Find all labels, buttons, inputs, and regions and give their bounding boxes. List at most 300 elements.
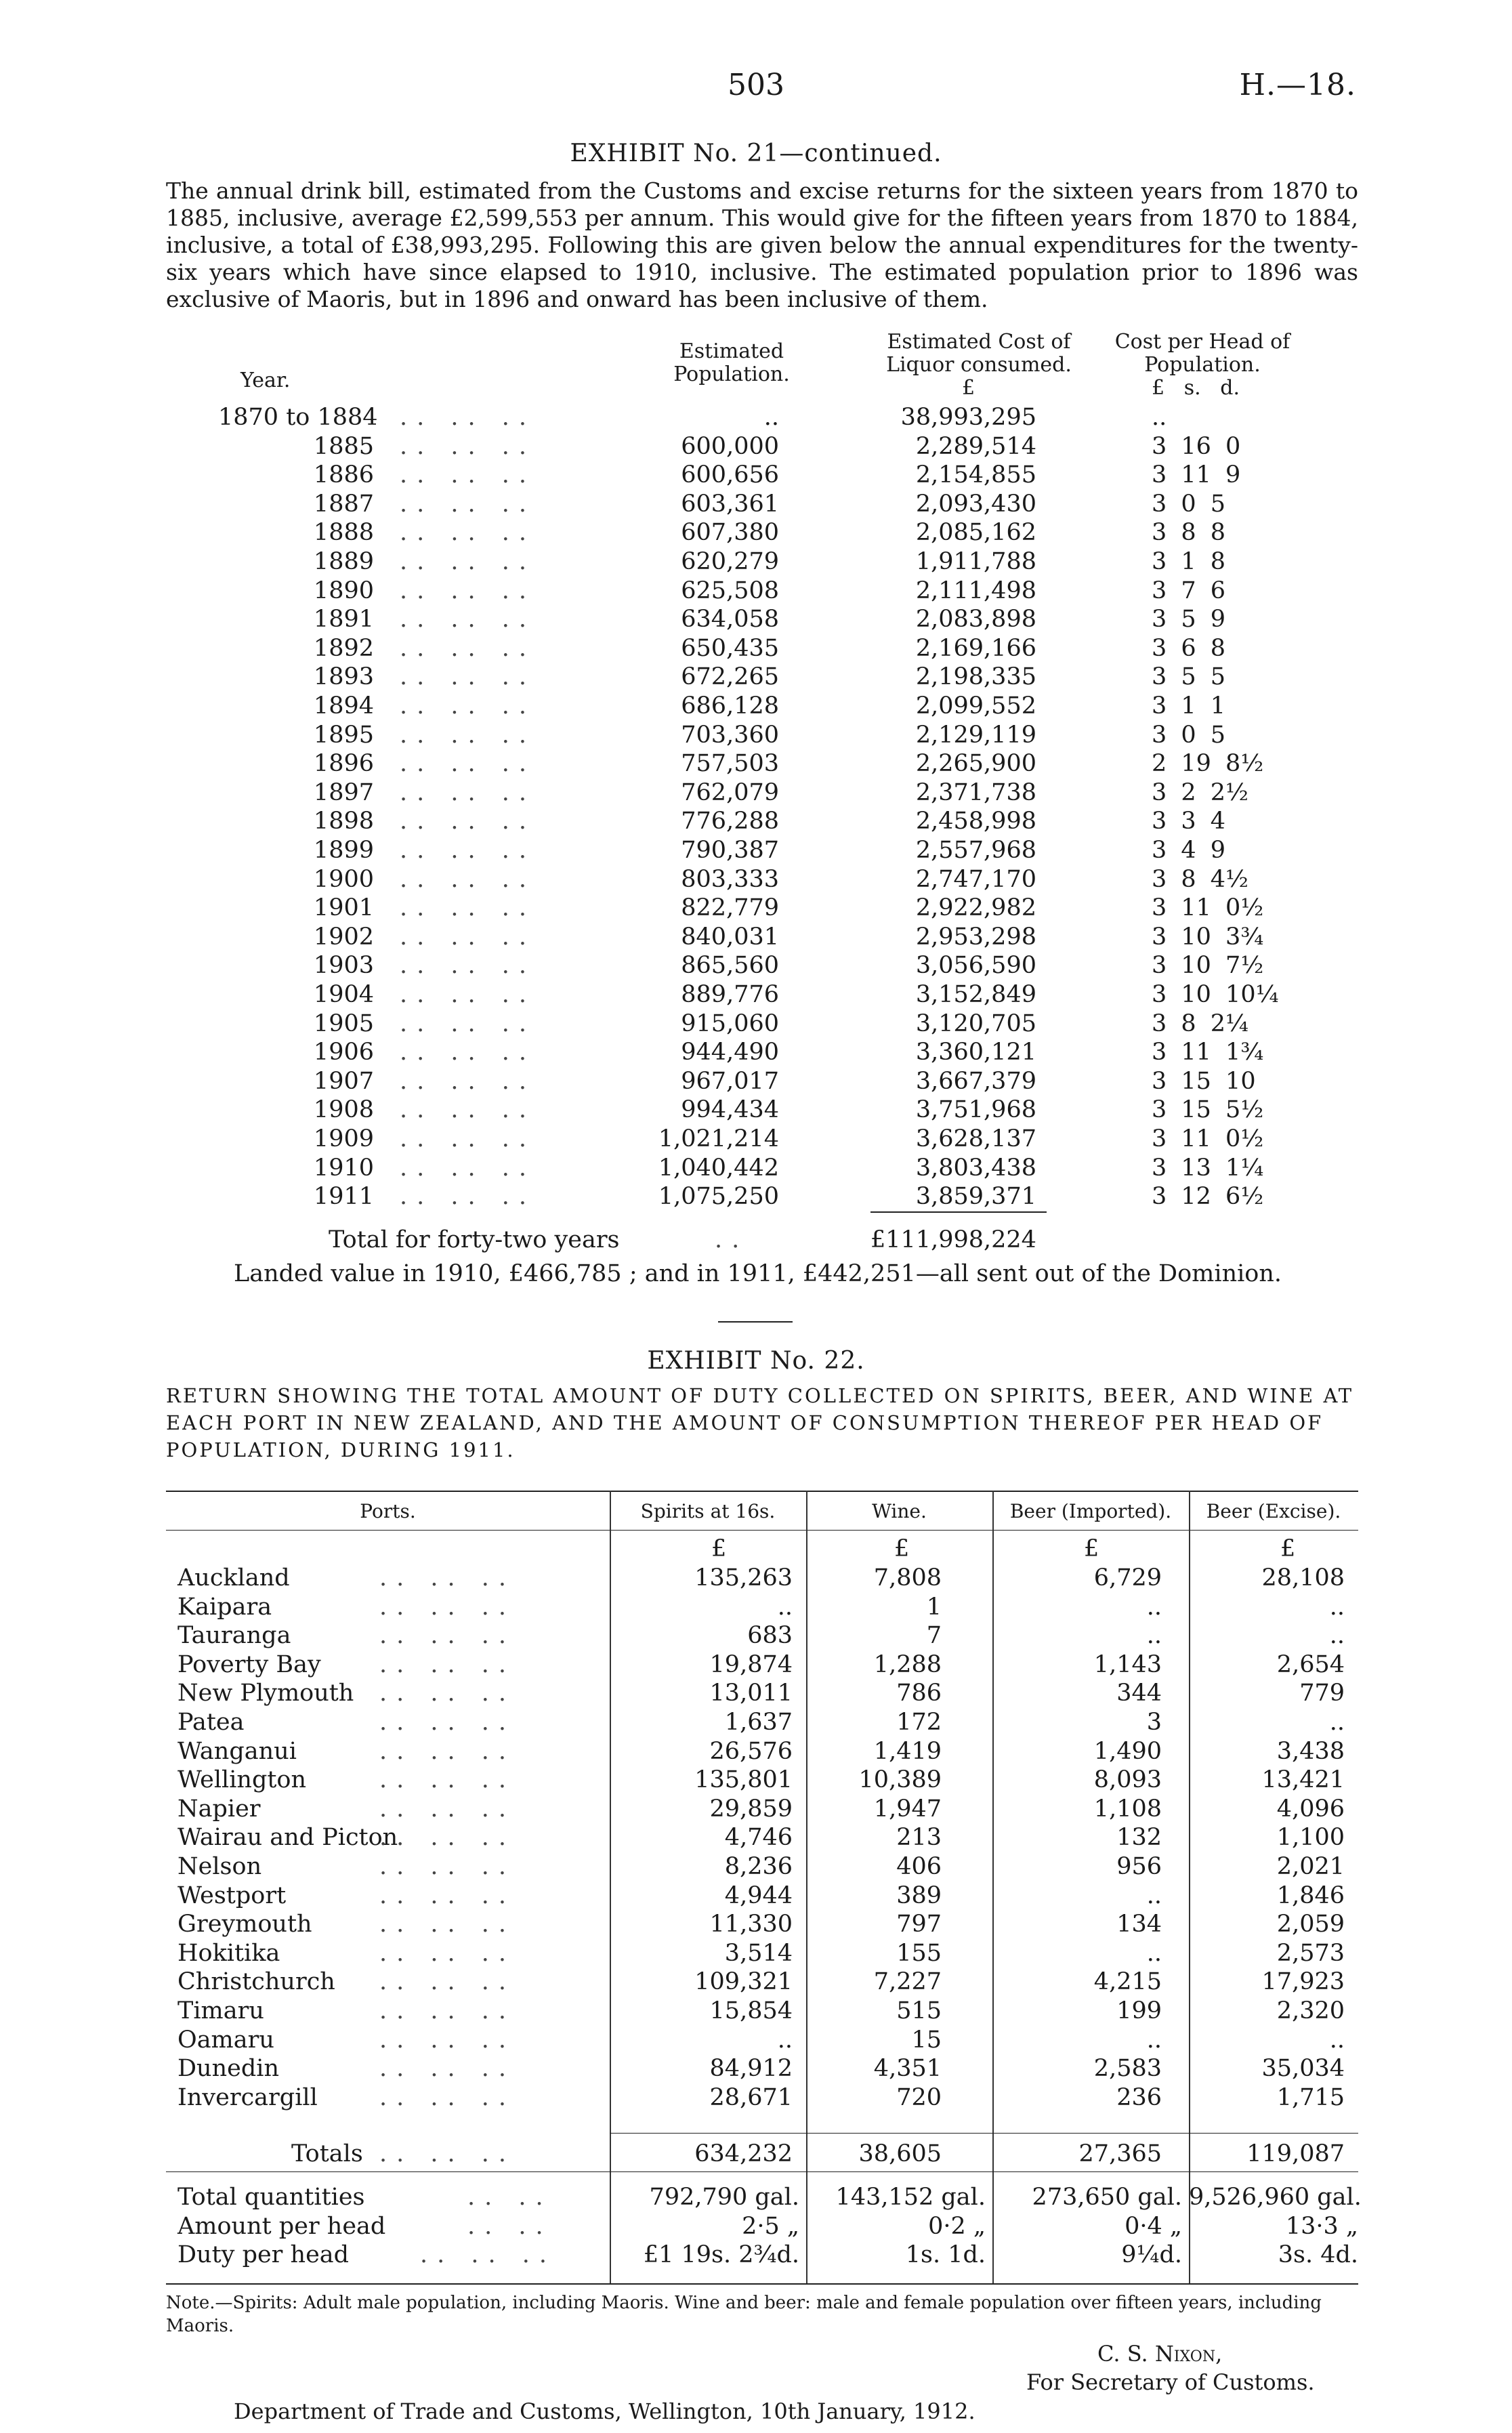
cell-per-head: 3 4 9 bbox=[1152, 837, 1226, 864]
cell-population: 686,128 bbox=[681, 692, 779, 720]
cell-wine: 155 bbox=[896, 1940, 942, 1967]
cell-population: 1,021,214 bbox=[658, 1125, 779, 1152]
cell-wine: 1 bbox=[926, 1594, 942, 1621]
row-leader: .. .. .. bbox=[400, 952, 537, 979]
cell-population: 822,779 bbox=[681, 894, 779, 921]
cell-beer-imp: 1,490 bbox=[1093, 1738, 1162, 1765]
col-header-wine: Wine. bbox=[872, 1500, 927, 1522]
cell-population: 672,265 bbox=[681, 663, 779, 690]
cell-population: 889,776 bbox=[681, 981, 779, 1008]
row-leader: .. .. .. bbox=[379, 1968, 516, 1995]
cell-per-head: 3 11 0½ bbox=[1152, 894, 1264, 921]
cell-wine: 10,389 bbox=[858, 1766, 942, 1793]
cell-beer-exc: .. bbox=[1329, 1709, 1345, 1736]
cell-wine: 172 bbox=[896, 1709, 942, 1736]
row-leader: .. .. .. bbox=[379, 1680, 516, 1707]
cell-beer-exc: 17,923 bbox=[1261, 1968, 1345, 1995]
cell-per-head: 3 13 1¼ bbox=[1152, 1155, 1264, 1182]
row-leader: .. .. .. bbox=[379, 2140, 516, 2167]
cell-cost: 2,371,738 bbox=[915, 779, 1036, 806]
cell-population: 790,387 bbox=[681, 837, 779, 864]
cell-spirits: 28,671 bbox=[709, 2084, 793, 2111]
cell-year: 1891 bbox=[313, 606, 374, 633]
cell-cost: 3,667,379 bbox=[915, 1068, 1036, 1095]
col-header-ports: Ports. bbox=[360, 1500, 416, 1522]
row-leader: .. .. .. bbox=[400, 519, 537, 546]
cell-per-head: 3 8 4½ bbox=[1152, 866, 1248, 893]
totals-spirits: 634,232 bbox=[694, 2140, 793, 2167]
cell-population: 620,279 bbox=[681, 548, 779, 575]
cell-wine: 7 bbox=[926, 1622, 942, 1649]
row-leader: .. .. .. bbox=[400, 433, 537, 460]
cell-population: 625,508 bbox=[681, 577, 779, 604]
totals-beer-imp: 27,365 bbox=[1078, 2140, 1162, 2167]
cell-per-head: 3 15 5½ bbox=[1152, 1096, 1264, 1123]
cell-beer-imp: 132 bbox=[1116, 1824, 1162, 1851]
row-leader: .. .. .. bbox=[379, 1911, 516, 1938]
cell-cost: 2,099,552 bbox=[915, 692, 1036, 720]
row-leader: .. .. .. bbox=[400, 866, 537, 893]
totals-wine: 38,605 bbox=[858, 2140, 942, 2167]
cell-wine: 7,227 bbox=[873, 1968, 942, 1995]
table-top-rule bbox=[166, 1491, 1358, 1492]
cell-spirits: 4,746 bbox=[724, 1824, 793, 1851]
row-leader: .. .. .. bbox=[400, 577, 537, 604]
cell-per-head: 3 3 4 bbox=[1152, 808, 1226, 835]
department-line: Department of Trade and Customs, Wellington, 10th January, 1912. bbox=[234, 2398, 975, 2424]
totals-top-rule bbox=[610, 2133, 1358, 2134]
col-header-beer-excise: Beer (Excise). bbox=[1206, 1500, 1341, 1522]
row-leader: .. .. .. bbox=[379, 1594, 516, 1621]
cell-beer-imp: 344 bbox=[1116, 1680, 1162, 1707]
cell-per-head: 3 8 2¼ bbox=[1152, 1010, 1248, 1037]
cell-per-head: 3 0 5 bbox=[1152, 491, 1226, 518]
cell-year: 1903 bbox=[313, 952, 374, 979]
summary-beer-imp: 0·4 „ bbox=[1125, 2213, 1182, 2240]
row-leader: .. .. .. bbox=[379, 1940, 516, 1967]
col-header-per-head-units: £ s. d. bbox=[1152, 376, 1240, 400]
cell-population: 803,333 bbox=[681, 866, 779, 893]
cell-population: 994,434 bbox=[681, 1096, 779, 1123]
cell-per-head: 3 11 0½ bbox=[1152, 1125, 1264, 1152]
cell-beer-exc: 3,438 bbox=[1276, 1738, 1345, 1765]
footnote: Note.—Spirits: Adult male population, including Maoris. Wine and beer: male and female population over fifteen years, including Maoris. bbox=[166, 2293, 1322, 2336]
totals-bottom-rule bbox=[166, 2171, 1358, 2172]
cell-year: 1892 bbox=[313, 635, 374, 662]
cell-cost: 3,751,968 bbox=[915, 1096, 1036, 1123]
summary-spirits: 2·5 „ bbox=[742, 2213, 799, 2240]
row-leader: .. .. .. bbox=[400, 692, 537, 720]
row-leader: .. .. .. bbox=[400, 981, 537, 1008]
signatory-name: C. S. Nixon, bbox=[1097, 2341, 1223, 2367]
cell-per-head: 3 0 5 bbox=[1152, 722, 1226, 749]
row-leader: .. .. .. bbox=[379, 1766, 516, 1793]
summary-label: Total quantities bbox=[177, 2184, 365, 2211]
cell-spirits: 84,912 bbox=[709, 2055, 793, 2082]
cell-port: Christchurch bbox=[177, 1968, 335, 1995]
row-leader: .. .. .. bbox=[379, 2026, 516, 2054]
row-leader: .. .. .. bbox=[400, 1155, 537, 1182]
cell-year: 1886 bbox=[313, 461, 374, 488]
summary-spirits: £1 19s. 2¾d. bbox=[643, 2241, 799, 2268]
page-number: 503 bbox=[728, 68, 784, 102]
cell-spirits: 3,514 bbox=[724, 1940, 793, 1967]
totals-beer-exc: 119,087 bbox=[1246, 2140, 1345, 2167]
cell-population: 703,360 bbox=[681, 722, 779, 749]
row-leader: .. .. .. bbox=[379, 1709, 516, 1736]
col-header-beer-imported: Beer (Imported). bbox=[1009, 1500, 1172, 1522]
cell-year: 1895 bbox=[313, 722, 374, 749]
col-header-cost: Estimated Cost of Liquor consumed. bbox=[886, 330, 1072, 377]
cell-wine: 15 bbox=[911, 2026, 942, 2054]
cell-spirits: 1,637 bbox=[724, 1709, 793, 1736]
row-leader: .. .. .. bbox=[379, 1853, 516, 1880]
cell-port: Oamaru bbox=[177, 2026, 274, 2054]
cell-beer-imp: .. bbox=[1146, 1622, 1162, 1649]
row-leader: .. .. .. bbox=[379, 2084, 516, 2111]
row-leader: .. .. .. bbox=[400, 606, 537, 633]
cell-cost: 3,859,371 bbox=[915, 1183, 1036, 1210]
cell-port: Wairau and Picton bbox=[177, 1824, 398, 1851]
col-header-per-head: Cost per Head of Population. bbox=[1114, 330, 1290, 377]
unit-wine: £ bbox=[894, 1535, 910, 1562]
cell-beer-imp: .. bbox=[1146, 1940, 1162, 1967]
cell-per-head: 3 7 6 bbox=[1152, 577, 1226, 604]
cell-beer-imp: 956 bbox=[1116, 1853, 1162, 1880]
summary-beer-imp: 273,650 gal. bbox=[1032, 2184, 1182, 2211]
totals-label: Totals bbox=[291, 2140, 363, 2167]
cell-per-head: 3 12 6½ bbox=[1152, 1183, 1264, 1210]
cell-beer-exc: 2,021 bbox=[1276, 1853, 1345, 1880]
cell-cost: 3,120,705 bbox=[915, 1010, 1036, 1037]
row-leader: .. .. .. bbox=[379, 1997, 516, 2024]
col-header-population: Estimated Population. bbox=[673, 339, 790, 386]
cell-population: 600,000 bbox=[681, 433, 779, 460]
row-leader: .. .. .. bbox=[379, 1651, 516, 1678]
row-leader: .. .. .. bbox=[379, 1564, 516, 1592]
cell-spirits: 109,321 bbox=[694, 1968, 793, 1995]
cell-cost: 3,152,849 bbox=[915, 981, 1036, 1008]
cell-beer-imp: 134 bbox=[1116, 1911, 1162, 1938]
cell-cost: 1,911,788 bbox=[915, 548, 1036, 575]
cell-beer-imp: 4,215 bbox=[1093, 1968, 1162, 1995]
row-leader: .. .. .. bbox=[379, 1795, 516, 1823]
row-leader: .. .. .. bbox=[400, 491, 537, 518]
cell-per-head: 3 2 2½ bbox=[1152, 779, 1248, 806]
cell-port: Napier bbox=[177, 1795, 261, 1823]
cell-wine: 515 bbox=[896, 1997, 942, 2024]
cell-beer-exc: 35,034 bbox=[1261, 2055, 1345, 2082]
cell-beer-exc: 13,421 bbox=[1261, 1766, 1345, 1793]
cell-wine: 406 bbox=[896, 1853, 942, 1880]
summary-label: Duty per head bbox=[177, 2241, 350, 2268]
cell-cost: 2,085,162 bbox=[915, 519, 1036, 546]
cell-beer-imp: 236 bbox=[1116, 2084, 1162, 2111]
cell-cost: 2,922,982 bbox=[915, 894, 1036, 921]
col-header-year: Year. bbox=[240, 369, 291, 392]
cell-cost: 3,628,137 bbox=[915, 1125, 1036, 1152]
cell-year: 1885 bbox=[313, 433, 374, 460]
cell-population: 757,503 bbox=[681, 750, 779, 777]
cell-population: 600,656 bbox=[681, 461, 779, 488]
total-rule bbox=[870, 1211, 1047, 1213]
cell-year: 1887 bbox=[313, 491, 374, 518]
cell-cost: 2,557,968 bbox=[915, 837, 1036, 864]
total-label: Total for forty-two years bbox=[329, 1226, 620, 1253]
cell-beer-exc: 4,096 bbox=[1276, 1795, 1345, 1823]
header-bottom-rule bbox=[166, 1530, 1358, 1531]
row-leader: .. .. .. bbox=[400, 404, 537, 431]
return-title: RETURN SHOWING THE TOTAL AMOUNT OF DUTY COLLECTED ON SPIRITS, BEER, AND WINE AT EACH PORT IN NEW ZEALAND, AND THE AMOUNT OF CONSUMPTION THEREOF PER HEAD OF POPULATION, DURING 1911. bbox=[166, 1384, 1354, 1461]
cell-beer-imp: 199 bbox=[1116, 1997, 1162, 2024]
col-header-spirits: Spirits at 16s. bbox=[640, 1500, 776, 1522]
cell-port: Timaru bbox=[177, 1997, 264, 2024]
cell-wine: 720 bbox=[896, 2084, 942, 2111]
cell-year: 1894 bbox=[313, 692, 374, 720]
cell-spirits: 19,874 bbox=[709, 1651, 793, 1678]
row-leader: .. .. .. bbox=[400, 1183, 537, 1210]
signatory-title: For Secretary of Customs. bbox=[1026, 2369, 1315, 2395]
cell-year: 1893 bbox=[313, 663, 374, 690]
cell-port: Wellington bbox=[177, 1766, 307, 1793]
cell-spirits: 29,859 bbox=[709, 1795, 793, 1823]
cell-year: 1906 bbox=[313, 1039, 374, 1066]
cell-per-head: 3 1 1 bbox=[1152, 692, 1226, 720]
cell-port: Tauranga bbox=[177, 1622, 291, 1649]
cell-per-head: 3 5 5 bbox=[1152, 663, 1226, 690]
cell-beer-imp: 6,729 bbox=[1093, 1564, 1162, 1592]
cell-wine: 1,288 bbox=[873, 1651, 942, 1678]
cell-population: 865,560 bbox=[681, 952, 779, 979]
cell-population: 650,435 bbox=[681, 635, 779, 662]
row-leader: .. .. .. bbox=[400, 663, 537, 690]
cell-population: 776,288 bbox=[681, 808, 779, 835]
table-bottom-rule bbox=[166, 2283, 1358, 2285]
cell-port: Kaipara bbox=[177, 1594, 272, 1621]
cell-population: 967,017 bbox=[681, 1068, 779, 1095]
cell-per-head: 3 5 9 bbox=[1152, 606, 1226, 633]
cell-wine: 797 bbox=[896, 1911, 942, 1938]
cell-year: 1909 bbox=[313, 1125, 374, 1152]
cell-year: 1907 bbox=[313, 1068, 374, 1095]
cell-port: Nelson bbox=[177, 1853, 262, 1880]
cell-per-head: 3 10 10¼ bbox=[1152, 981, 1279, 1008]
unit-spirits: £ bbox=[711, 1535, 727, 1562]
cell-year: 1900 bbox=[313, 866, 374, 893]
cell-cost: 2,154,855 bbox=[915, 461, 1036, 488]
cell-per-head: 3 11 9 bbox=[1152, 461, 1241, 488]
cell-cost: 2,169,166 bbox=[915, 635, 1036, 662]
cell-population: 840,031 bbox=[681, 923, 779, 951]
cell-cost: 2,747,170 bbox=[915, 866, 1036, 893]
cell-per-head: 2 19 8½ bbox=[1152, 750, 1264, 777]
cell-year: 1890 bbox=[313, 577, 374, 604]
row-leader: .. .. .. bbox=[400, 894, 537, 921]
unit-beer-imported: £ bbox=[1084, 1535, 1099, 1562]
cell-per-head: 3 16 0 bbox=[1152, 433, 1241, 460]
cell-port: Wanganui bbox=[177, 1738, 297, 1765]
cell-spirits: .. bbox=[777, 1594, 793, 1621]
row-leader: .. .. .. bbox=[400, 1039, 537, 1066]
cell-population: 944,490 bbox=[681, 1039, 779, 1066]
summary-beer-exc: 9,526,960 gal. bbox=[1189, 2184, 1362, 2211]
cell-per-head: 3 11 1¾ bbox=[1152, 1039, 1264, 1066]
cell-population: 1,040,442 bbox=[658, 1155, 779, 1182]
cell-port: Invercargill bbox=[177, 2084, 318, 2111]
row-leader: .. .. bbox=[467, 2184, 553, 2211]
cell-per-head: 3 10 7½ bbox=[1152, 952, 1264, 979]
cell-wine: 7,808 bbox=[873, 1564, 942, 1592]
row-leader: .. .. .. bbox=[379, 1622, 516, 1649]
cell-port: Patea bbox=[177, 1709, 245, 1736]
summary-beer-imp: 9¼d. bbox=[1121, 2241, 1182, 2268]
col-header-cost-unit: £ bbox=[962, 376, 975, 400]
row-leader: .. .. .. bbox=[400, 1096, 537, 1123]
cell-year: 1870 to 1884 bbox=[218, 404, 378, 431]
cell-spirits: 135,801 bbox=[694, 1766, 793, 1793]
cell-population: 915,060 bbox=[681, 1010, 779, 1037]
cell-beer-exc: .. bbox=[1329, 1622, 1345, 1649]
cell-per-head: 3 8 8 bbox=[1152, 519, 1226, 546]
cell-population: 603,361 bbox=[681, 491, 779, 518]
cell-cost: 3,360,121 bbox=[915, 1039, 1036, 1066]
cell-spirits: 11,330 bbox=[709, 1911, 793, 1938]
cell-per-head: 3 6 8 bbox=[1152, 635, 1226, 662]
row-leader: .. .. .. bbox=[379, 1824, 516, 1851]
row-leader: .. .. bbox=[467, 2213, 553, 2240]
exhibit-22-title: EXHIBIT No. 22. bbox=[647, 1347, 865, 1375]
cell-population: 762,079 bbox=[681, 779, 779, 806]
unit-beer-excise: £ bbox=[1280, 1535, 1296, 1562]
cell-port: Greymouth bbox=[177, 1911, 312, 1938]
total-value: £111,998,224 bbox=[870, 1226, 1036, 1253]
cell-population: 634,058 bbox=[681, 606, 779, 633]
row-leader: .. .. .. bbox=[400, 548, 537, 575]
cell-year: 1911 bbox=[313, 1183, 374, 1210]
summary-label: Amount per head bbox=[177, 2213, 386, 2240]
cell-beer-imp: .. bbox=[1146, 2026, 1162, 2054]
summary-wine: 143,152 gal. bbox=[835, 2184, 986, 2211]
row-leader: .. .. .. bbox=[400, 461, 537, 488]
row-leader: .. .. .. bbox=[379, 1882, 516, 1909]
cell-per-head: 3 1 8 bbox=[1152, 548, 1226, 575]
cell-port: Auckland bbox=[177, 1564, 290, 1592]
cell-cost: 2,953,298 bbox=[915, 923, 1036, 951]
exhibit-21-intro: The annual drink bill, estimated from the Customs and excise returns for the sixteen years from 1870 to 1885, inclusive, average £2,599,553 per annum. This would give for the fifteen years from 1870 to 1884, inclusive, a total of £38,993,295. Following this are given below the annual expenditures for the twenty-six years which have since elapsed to 1910, inclusive. The estimated population prior to 1896 was exclusive of Maoris, but in 1896 and onward has been inclusive of them. bbox=[166, 178, 1358, 312]
cell-spirits: 26,576 bbox=[709, 1738, 793, 1765]
cell-beer-imp: 1,143 bbox=[1093, 1651, 1162, 1678]
cell-year: 1902 bbox=[313, 923, 374, 951]
cell-spirits: .. bbox=[777, 2026, 793, 2054]
cell-spirits: 15,854 bbox=[709, 1997, 793, 2024]
cell-beer-exc: 28,108 bbox=[1261, 1564, 1345, 1592]
row-leader: .. .. .. bbox=[379, 1738, 516, 1765]
row-leader: .. .. .. bbox=[420, 2241, 557, 2268]
cell-year: 1904 bbox=[313, 981, 374, 1008]
row-leader: .. .. .. bbox=[400, 750, 537, 777]
cell-cost: 2,083,898 bbox=[915, 606, 1036, 633]
cell-year: 1896 bbox=[313, 750, 374, 777]
cell-per-head: .. bbox=[1152, 404, 1167, 431]
cell-population: 1,075,250 bbox=[658, 1183, 779, 1210]
cell-year: 1910 bbox=[313, 1155, 374, 1182]
cell-cost: 3,056,590 bbox=[915, 952, 1036, 979]
total-leader: .. bbox=[715, 1226, 749, 1253]
cell-beer-imp: 8,093 bbox=[1093, 1766, 1162, 1793]
cell-cost: 2,198,335 bbox=[915, 663, 1036, 690]
cell-population: 607,380 bbox=[681, 519, 779, 546]
cell-cost: 2,265,900 bbox=[915, 750, 1036, 777]
cell-port: Dunedin bbox=[177, 2055, 279, 2082]
cell-beer-exc: 2,573 bbox=[1276, 1940, 1345, 1967]
cell-year: 1889 bbox=[313, 548, 374, 575]
cell-year: 1898 bbox=[313, 808, 374, 835]
cell-year: 1905 bbox=[313, 1010, 374, 1037]
cell-beer-exc: 2,320 bbox=[1276, 1997, 1345, 2024]
section-divider bbox=[718, 1321, 793, 1323]
cell-port: Hokitika bbox=[177, 1940, 280, 1967]
document-code: H.—18. bbox=[1239, 68, 1356, 102]
cell-wine: 389 bbox=[896, 1882, 942, 1909]
row-leader: .. .. .. bbox=[379, 2055, 516, 2082]
landed-value-note: Landed value in 1910, £466,785 ; and in 1911, £442,251—all sent out of the Dominion. bbox=[234, 1260, 1282, 1287]
row-leader: .. .. .. bbox=[400, 722, 537, 749]
summary-beer-exc: 13·3 „ bbox=[1285, 2213, 1358, 2240]
cell-year: 1888 bbox=[313, 519, 374, 546]
row-leader: .. .. .. bbox=[400, 779, 537, 806]
cell-year: 1901 bbox=[313, 894, 374, 921]
cell-spirits: 8,236 bbox=[724, 1853, 793, 1880]
cell-beer-exc: 2,059 bbox=[1276, 1911, 1345, 1938]
summary-wine: 0·2 „ bbox=[928, 2213, 986, 2240]
cell-spirits: 683 bbox=[747, 1622, 793, 1649]
cell-cost: 2,289,514 bbox=[915, 433, 1036, 460]
cell-population: .. bbox=[763, 404, 779, 431]
cell-beer-imp: 2,583 bbox=[1093, 2055, 1162, 2082]
cell-per-head: 3 15 10 bbox=[1152, 1068, 1256, 1095]
cell-wine: 213 bbox=[896, 1824, 942, 1851]
cell-cost: 2,111,498 bbox=[915, 577, 1036, 604]
cell-beer-exc: .. bbox=[1329, 2026, 1345, 2054]
cell-year: 1897 bbox=[313, 779, 374, 806]
cell-spirits: 4,944 bbox=[724, 1882, 793, 1909]
cell-beer-exc: 1,715 bbox=[1276, 2084, 1345, 2111]
cell-cost: 2,129,119 bbox=[915, 722, 1036, 749]
cell-port: New Plymouth bbox=[177, 1680, 354, 1707]
row-leader: .. .. .. bbox=[400, 1068, 537, 1095]
cell-year: 1899 bbox=[313, 837, 374, 864]
cell-spirits: 135,263 bbox=[694, 1564, 793, 1592]
row-leader: .. .. .. bbox=[400, 1125, 537, 1152]
cell-beer-exc: 2,654 bbox=[1276, 1651, 1345, 1678]
cell-beer-imp: .. bbox=[1146, 1594, 1162, 1621]
row-leader: .. .. .. bbox=[400, 635, 537, 662]
summary-spirits: 792,790 gal. bbox=[649, 2184, 799, 2211]
exhibit-21-title: EXHIBIT No. 21—continued. bbox=[570, 140, 942, 167]
cell-beer-exc: 779 bbox=[1299, 1680, 1345, 1707]
cell-wine: 4,351 bbox=[873, 2055, 942, 2082]
cell-wine: 1,947 bbox=[873, 1795, 942, 1823]
row-leader: .. .. .. bbox=[400, 808, 537, 835]
cell-year: 1908 bbox=[313, 1096, 374, 1123]
cell-per-head: 3 10 3¾ bbox=[1152, 923, 1264, 951]
cell-cost: 2,458,998 bbox=[915, 808, 1036, 835]
row-leader: .. .. .. bbox=[400, 837, 537, 864]
cell-cost: 38,993,295 bbox=[900, 404, 1036, 431]
cell-spirits: 13,011 bbox=[709, 1680, 793, 1707]
cell-beer-exc: 1,100 bbox=[1276, 1824, 1345, 1851]
row-leader: .. .. .. bbox=[400, 923, 537, 951]
